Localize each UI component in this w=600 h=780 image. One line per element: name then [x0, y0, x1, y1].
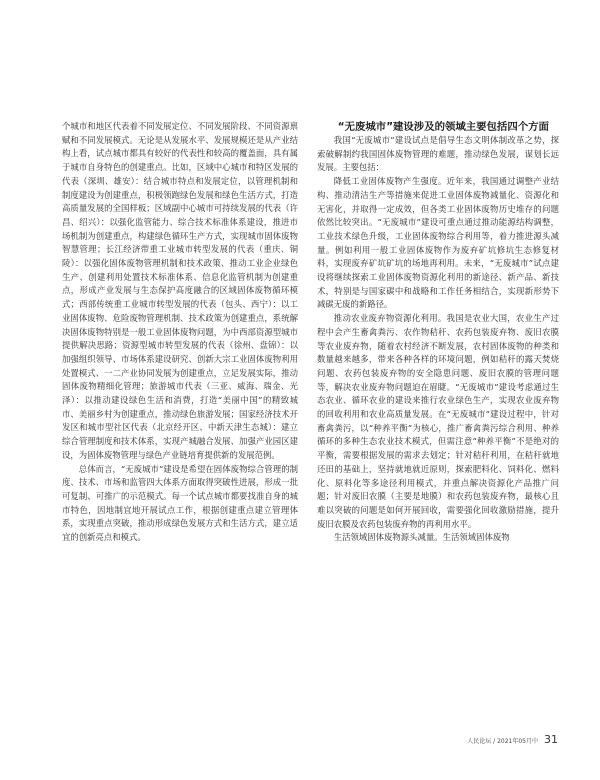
paragraph-right-1: 我国“无废城市”建设试点是倡导生态文明体制改革之势，探索破解制约我国固体废物管理的难题，推动绿色发展，谋划长远发展。主要包括：: [317, 135, 559, 173]
left-column: [62, 120, 298, 545]
right-column: [317, 120, 559, 545]
paragraph-right-4: 生活领域固体废物源头减量。生活领域固体废物: [333, 532, 510, 543]
paragraph-left-1: 个城市和地区代表着不同发展定位、不同发展阶段、不同资源禀赋和不同发展模式。无论是从发展水平、发展规模还是从产业结构上看，试点城市都具有较好的代表性和较高的覆盖面，具有属于城市自身特色的创建重点。比如，区域中心城市和特区发展的代表（深圳、雄安）：结合城市特点和发展定位，以管理机制和制度建设为创建重点，积极领跑绿色发展和绿色生活方式，打造高质量发展的全国样板；区域副中心城市可持续发展的代表（许昌、绍兴）：以强化监管能力、综合技术标准体系建设，推进市场机制为创建重点，构建绿色循环生产方式，实现城市固体废物智慧管理；长江经济带重工业城市转型发展的代表（重庆、铜陵）：以强化固体废物管理机制和技术政策、推动工业企业绿色生产、创建利用处置技术标准体系、信息化监管机制为创建重点，形成产业发展与生态保护高度融合的区域固体废物循环模式；西部传统重工业城市转型发展的代表（包头、西宁）：以工业固体废物、危险废物管理机制、技术政策为创建重点，系统解决固体废物特别是一般工业固体废物问题，为中西部资源型城市提供解决思路；资源型城市转型发展的代表（徐州、盘锦）：以加强组织领导、市场体系建设研究、创新大宗工业固体废物利用处置模式、一二产业协同发展为创建重点，立足发展实际，推动固体废物精细化管理；旅游城市代表（三亚、威海、瑞金、光泽）：以推动建设绿色生活和消费，打造“美丽中国”的精致城市、美丽乡村为创建重点，推动绿色旅游发展；国家经济技术开发区和城市型社区代表（北京经开区、中新天津生态城）：建立综合管理制度和技术体系，实现产城融合发展、加强产业园区建设，为固体废物管理与绿色产业链培育提供新的发展范例。: [62, 121, 298, 460]
journal-issue: 人民论坛 / 2021年05月中: [467, 738, 538, 745]
paragraph-right-3: 推动农业废弃物资源化利用。我国是农业大国，农业生产过程中会产生畜禽粪污、农作物秸秆、农药包装废弃物、废旧农膜等农业废弃物，随着农村经济不断发展，农村固体废物的种类和数量越来越多，带来各种各样的环境问题，例如秸秆的露天焚烧问题、农药包装废弃物的安全隐患问题、废旧农膜的管理问题等，解决农业废弃物问题迫在眉睫。“无废城市”建设考虑通过生态农业、循环农业的建设来推行农业绿色生产，实现农业废弃物的回收利用和农业高质量发展。在“无废城市”建设过程中，针对畜禽粪污，以“种养平衡”为核心，推广畜禽粪污综合利用、种养循环的多种生态农业技术模式，但需注意“种养平衡”不是绝对的平衡，需要根据发展的需求去划定；针对秸秆利用，在秸秆就地还田的基础上，坚持就地就近原则，探索肥料化、饲料化、燃料化、原料化等多途径利用模式，并重点解决资源化产品推广问题；针对废旧农膜（主要是地膜）和农药包装废弃物，最核心且难以突破的问题是如何开展回收，需要强化回收激励措施，提升废旧农膜及农药包装废弃物的再利用水平。: [317, 313, 559, 529]
page-footer: [467, 733, 558, 746]
paragraph-left-2: 总体而言，“无废城市”建设是希望在固体废物综合管理的制度、技术、市场和监管四大体系方面取得突破性进展，形成一批可复制、可推广的示范模式。每一个试点城市都要找准自身的城市特色，因地制宜地开展试点工作，根据创建重点建立管理体系，实现重点突破，推动形成绿色发展方式和生活方式，建立适宜的创新亮点和模式。: [62, 463, 298, 543]
section-heading: “无废城市”建设涉及的领域主要包括四个方面: [337, 121, 549, 133]
paragraph-right-2: 降低工业固体废物产生强度。近年来，我国通过调整产业结构、推动清洁生产等措施来促进工业固体废物减量化、资源化和无害化，并取得一定成效，但各类工业固体废物历史堆存的问题依然比较突出。“无废城市”建设可重点通过推动能源结构调整，工业技术绿色升级，工业固体废物综合利用等，着力推进源头减量。例如利用一般工业固体废物作为废弃矿坑修坑生态修复材料，实现废弃矿坑矿坑的场地再利用。未来，“无废城市”试点建设将继续探索工业固体废物资源化利用的新途径、新产品、新技术，特别是与国家碳中和战略和工作任务相结合，实现新形势下减碳无废的新路径。: [317, 176, 559, 310]
page-number: 31: [544, 733, 558, 746]
